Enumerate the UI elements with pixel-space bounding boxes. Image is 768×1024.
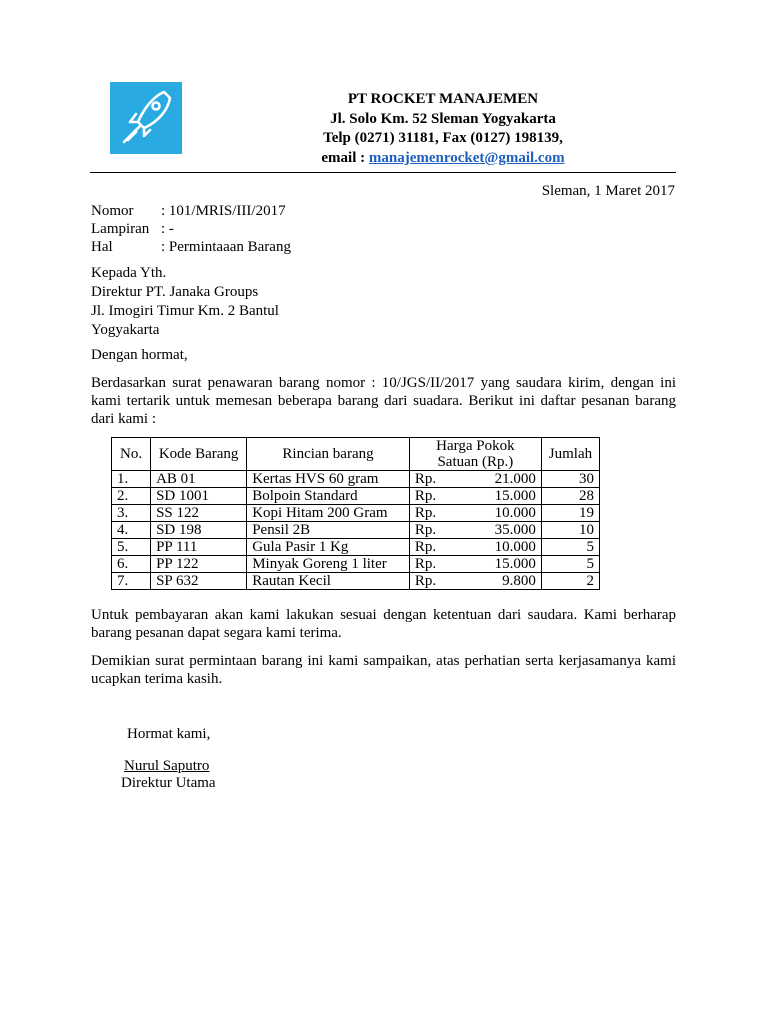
closing-paragraph: Demikian surat permintaan barang ini kami sampaikan, atas perhatian serta kerjasamanya kami ucapkan terima kasih.	[91, 653, 676, 687]
cell-rincian: Pensil 2B	[247, 522, 410, 539]
cell-harga	[409, 539, 541, 556]
price-value: 9.800	[502, 573, 536, 589]
cell-jumlah: 2	[541, 573, 599, 590]
email-link[interactable]: manajemenrocket@gmail.com	[368, 149, 565, 166]
price-value: 21.000	[494, 471, 536, 487]
company-logo	[110, 82, 182, 154]
cell-no: 6.	[112, 556, 151, 573]
price-value: 10.000	[494, 539, 536, 555]
recipient-line: Kepada Yth.	[91, 265, 167, 281]
cell-kode: SD 1001	[151, 488, 247, 505]
letter-meta	[91, 202, 291, 256]
cell-jumlah: 5	[541, 539, 599, 556]
greeting: Dengan hormat,	[91, 347, 188, 363]
meta-row-lampiran	[91, 220, 291, 238]
meta-value: : -	[161, 221, 174, 237]
meta-value: : 101/MRIS/III/2017	[161, 203, 286, 219]
email-label: email :	[321, 149, 366, 166]
letterhead-divider	[90, 172, 676, 173]
company-address: Jl. Solo Km. 52 Sleman Yogyakarta	[330, 110, 556, 127]
cell-jumlah: 10	[541, 522, 599, 539]
letterhead	[312, 90, 574, 168]
cell-no: 2.	[112, 488, 151, 505]
currency-label: Rp.	[414, 471, 437, 487]
cell-harga	[409, 556, 541, 573]
meta-label: Lampiran	[91, 221, 150, 237]
signatory-name: Nurul Saputro	[124, 758, 210, 774]
recipient-block	[91, 264, 279, 340]
cell-rincian: Kertas HVS 60 gram	[247, 471, 410, 488]
price-value: 15.000	[494, 488, 536, 504]
table-row	[112, 471, 600, 488]
cell-kode: PP 122	[151, 556, 247, 573]
cell-harga	[409, 471, 541, 488]
letter-date: Sleman, 1 Maret 2017	[541, 183, 675, 199]
recipient-line: Jl. Imogiri Timur Km. 2 Bantul	[91, 303, 279, 319]
cell-harga	[409, 505, 541, 522]
meta-value: : Permintaaan Barang	[161, 239, 291, 255]
cell-kode: PP 111	[151, 539, 247, 556]
currency-label: Rp.	[414, 556, 437, 572]
cell-rincian: Kopi Hitam 200 Gram	[247, 505, 410, 522]
recipient-line: Yogyakarta	[91, 322, 160, 338]
cell-no: 7.	[112, 573, 151, 590]
recipient-line: Direktur PT. Janaka Groups	[91, 284, 259, 300]
cell-kode: SD 198	[151, 522, 247, 539]
header-kode: Kode Barang	[151, 438, 247, 471]
meta-label: Hal	[91, 239, 113, 255]
cell-harga	[409, 488, 541, 505]
currency-label: Rp.	[414, 539, 437, 555]
meta-row-hal	[91, 238, 291, 256]
header-no: No.	[112, 438, 151, 471]
signatory-title: Direktur Utama	[121, 775, 216, 791]
cell-jumlah: 19	[541, 505, 599, 522]
meta-label: Nomor	[91, 203, 134, 219]
cell-rincian: Gula Pasir 1 Kg	[247, 539, 410, 556]
meta-row-nomor	[91, 202, 291, 220]
currency-label: Rp.	[414, 488, 437, 504]
cell-jumlah: 28	[541, 488, 599, 505]
price-value: 15.000	[494, 556, 536, 572]
cell-kode: SS 122	[151, 505, 247, 522]
header-harga: Harga Pokok Satuan (Rp.)	[409, 438, 541, 471]
cell-jumlah: 30	[541, 471, 599, 488]
payment-paragraph: Untuk pembayaran akan kami lakukan sesuai dengan ketentuan dari saudara. Kami berharap barang pesanan dapat segara kami terima.	[91, 607, 676, 641]
header-jumlah: Jumlah	[541, 438, 599, 471]
header-rincian: Rincian barang	[247, 438, 410, 471]
cell-kode: AB 01	[151, 471, 247, 488]
cell-no: 3.	[112, 505, 151, 522]
cell-no: 1.	[112, 471, 151, 488]
table-row	[112, 539, 600, 556]
rocket-icon	[110, 82, 182, 154]
cell-jumlah: 5	[541, 556, 599, 573]
price-value: 35.000	[494, 522, 536, 538]
intro-paragraph: Berdasarkan surat penawaran barang nomor : 10/JGS/II/2017 yang saudara kirim, dengan ini kami tertarik untuk memesan beberapa barang dari suadara. Berikut ini daftar pesanan barang dari kami :	[91, 375, 676, 427]
company-name: PT ROCKET MANAJEMEN	[347, 91, 539, 107]
table-header-row	[112, 438, 600, 471]
cell-rincian: Rautan Kecil	[247, 573, 410, 590]
table-row	[112, 505, 600, 522]
cell-no: 5.	[112, 539, 151, 556]
table-row	[112, 488, 600, 505]
order-table	[111, 437, 600, 590]
currency-label: Rp.	[414, 522, 437, 538]
cell-harga	[409, 573, 541, 590]
cell-harga	[409, 522, 541, 539]
price-value: 10.000	[494, 505, 536, 521]
company-email-line	[312, 149, 574, 169]
table-row	[112, 556, 600, 573]
signature-closing: Hormat kami,	[127, 726, 211, 742]
cell-no: 4.	[112, 522, 151, 539]
currency-label: Rp.	[414, 505, 437, 521]
table-row	[112, 522, 600, 539]
cell-kode: SP 632	[151, 573, 247, 590]
cell-rincian: Bolpoin Standard	[247, 488, 410, 505]
company-phone: Telp (0271) 31181, Fax (0127) 198139,	[323, 130, 563, 146]
table-row	[112, 573, 600, 590]
cell-rincian: Minyak Goreng 1 liter	[247, 556, 410, 573]
currency-label: Rp.	[414, 573, 437, 589]
